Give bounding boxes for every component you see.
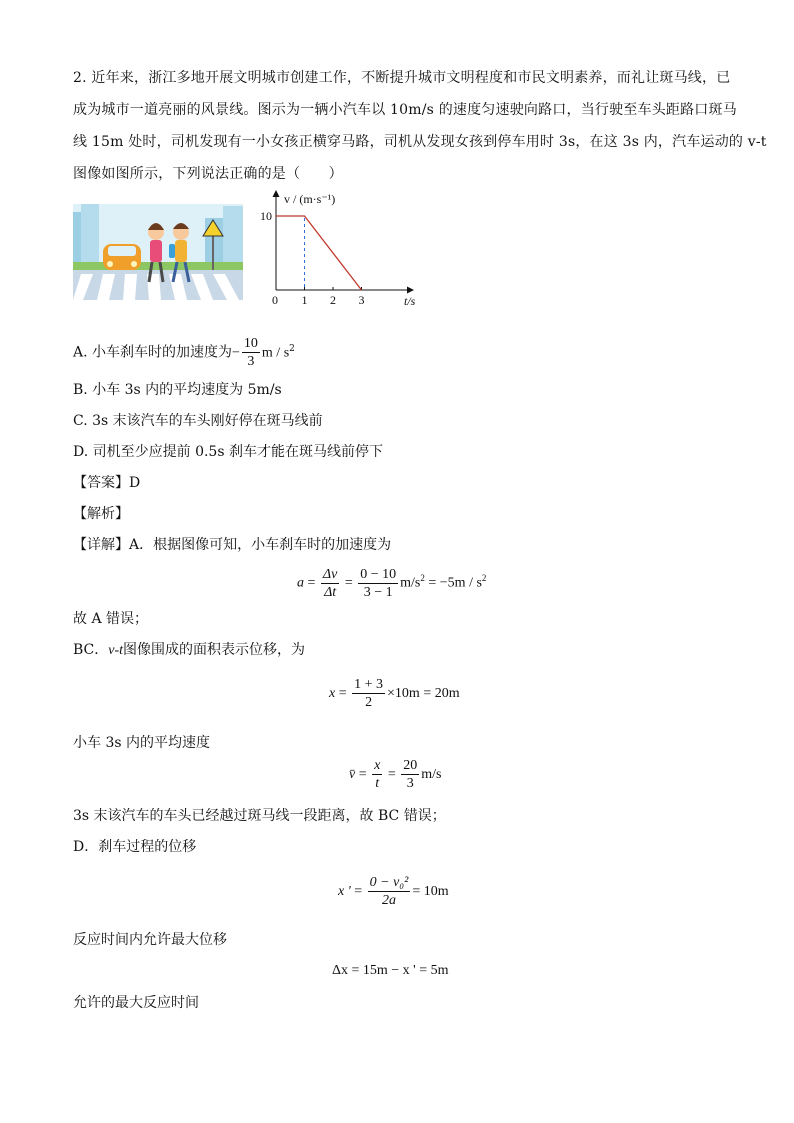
eq3-lhs: v̄	[349, 767, 356, 782]
x-tick-label-2: 2	[330, 293, 336, 307]
bc-intro-prefix: BC．	[73, 642, 109, 658]
eq4-fraction	[368, 874, 411, 909]
question-line-1: 2. 近年来，浙江多地开展文明城市创建工作，不断提升城市文明程度和市民文明素养，而礼让斑马线，已	[73, 70, 731, 86]
detail-intro: 【详解】A．根据图像可知，小车刹车时的加速度为	[73, 537, 392, 553]
y-tick-label-10: 10	[260, 209, 272, 223]
eq1-fraction-2	[358, 566, 398, 601]
equation-average-velocity: v̄ = $\frac{x}{t}$ = $\frac{20}{3}$ m/s	[349, 758, 442, 792]
eq1-unit: m/s	[400, 575, 421, 591]
eq1-fraction-1	[321, 566, 339, 601]
eq1-f2-num: 0 − 10	[360, 566, 397, 582]
option-a-denominator: 3	[247, 354, 255, 370]
eq1-f2-den: 3 − 1	[363, 584, 393, 600]
eq2-den: 2	[365, 695, 373, 711]
option-a	[73, 332, 295, 371]
eq1-f1-den: Δt	[324, 584, 337, 600]
eq4-num: 0 − v₀²	[369, 875, 409, 891]
option-a-numerator: 10	[243, 336, 258, 352]
bc-intro-vt: v-t	[108, 643, 124, 658]
option-a-text: A. 小车刹车时的加速度为	[73, 344, 233, 361]
eq4-lhs: x '	[338, 884, 351, 899]
equation-allowed-displacement: Δx = 15m − x ' = 5m	[332, 963, 449, 978]
eq3-f2-den: 3	[406, 776, 414, 792]
answer-line: 【答案】D	[73, 475, 141, 491]
vt-graph	[262, 186, 432, 310]
eq1-unit-exp: 2	[420, 573, 425, 583]
bc-wrong-line: 3s 末该汽车的车头已经越过斑马线一段距离，故 BC 错误；	[73, 808, 446, 824]
eq3-f2-num: 20	[403, 758, 418, 774]
eq3-unit: m/s	[421, 767, 442, 782]
eq3-fraction-2	[401, 757, 419, 792]
option-a-unit-exponent: 2	[289, 344, 295, 354]
eq1-rhs-exp: 2	[481, 573, 487, 583]
eq1-rhs: = −5m / s	[428, 575, 482, 591]
equation-displacement: x = $\frac{1 + 3}{2}$ ×10m = 20m	[329, 677, 460, 711]
bc-intro-suffix: 图像围成的面积表示位移，为	[123, 642, 306, 658]
x-tick-label-1: 1	[301, 293, 308, 307]
d-intro-line: D．刹车过程的位移	[73, 839, 197, 855]
analysis-label: 【解析】	[73, 506, 129, 522]
max-reaction-line: 允许的最大反应时间	[73, 995, 199, 1011]
question-line-3: 线 15m 处时，司机发现有一小女孩正横穿马路，司机从发现女孩到停车用时 3s，在这 3s 内，汽车运动的 v-t	[73, 134, 767, 150]
option-d: D. 司机至少应提前 0.5s 刹车才能在斑马线前停下	[73, 444, 383, 460]
option-c: C. 3s 末该汽车的车头刚好停在斑马线前	[73, 413, 323, 429]
eq1-lhs: a	[297, 575, 304, 591]
eq2-fraction	[352, 676, 385, 711]
option-b: B. 小车 3s 内的平均速度为 5m/s	[73, 382, 282, 398]
eq4-den: 2a	[381, 893, 396, 909]
eq3-fraction-1	[372, 757, 382, 792]
option-a-fraction	[242, 335, 260, 370]
avg-intro-line: 小车 3s 内的平均速度	[73, 735, 210, 751]
eq3-f1-num: x	[374, 758, 381, 774]
eq3-f1-den: t	[375, 776, 380, 792]
eq2-rhs: ×10m = 20m	[387, 686, 460, 701]
bc-intro-line	[73, 640, 305, 661]
eq2-lhs: x	[329, 686, 336, 701]
velocity-series-line	[276, 216, 362, 290]
option-a-unit: m / s	[261, 345, 290, 361]
question-line-4: 图像如图所示，下列说法正确的是（ ）	[73, 166, 343, 182]
x-tick-label-3: 3	[358, 293, 365, 307]
y-axis-label: v / (m·s⁻¹)	[284, 192, 336, 206]
x-tick-label-0: 0	[272, 293, 278, 307]
reaction-intro-line: 反应时间内允许最大位移	[73, 932, 227, 948]
option-a-sign: −	[232, 345, 240, 361]
equation-braking-displacement: x ' = $\frac{\text{0 − v₀²}}{2a}$ = 10m	[338, 875, 449, 909]
x-axis-label: t/s	[404, 294, 416, 308]
eq2-num: 1 + 3	[354, 677, 384, 693]
equation-acceleration: a = $\frac{\Delta v}{\Delta t}$ = $\frac{0 - 10}{3 - 1}$ $m/s^2 = -5m / s^2$	[297, 566, 487, 600]
crosswalk-illustration-image	[73, 204, 243, 300]
eq1-f1-num: Δv	[322, 566, 338, 582]
a-wrong-line: 故 A 错误；	[73, 611, 149, 627]
eq4-rhs: = 10m	[412, 884, 449, 899]
question-line-2: 成为城市一道亮丽的风景线。图示为一辆小汽车以 10m/s 的速度匀速驶向路口，当行驶至车头距路口斑马	[73, 102, 737, 118]
vt-graph-svg	[262, 186, 432, 310]
crosswalk-illustration	[73, 204, 243, 300]
